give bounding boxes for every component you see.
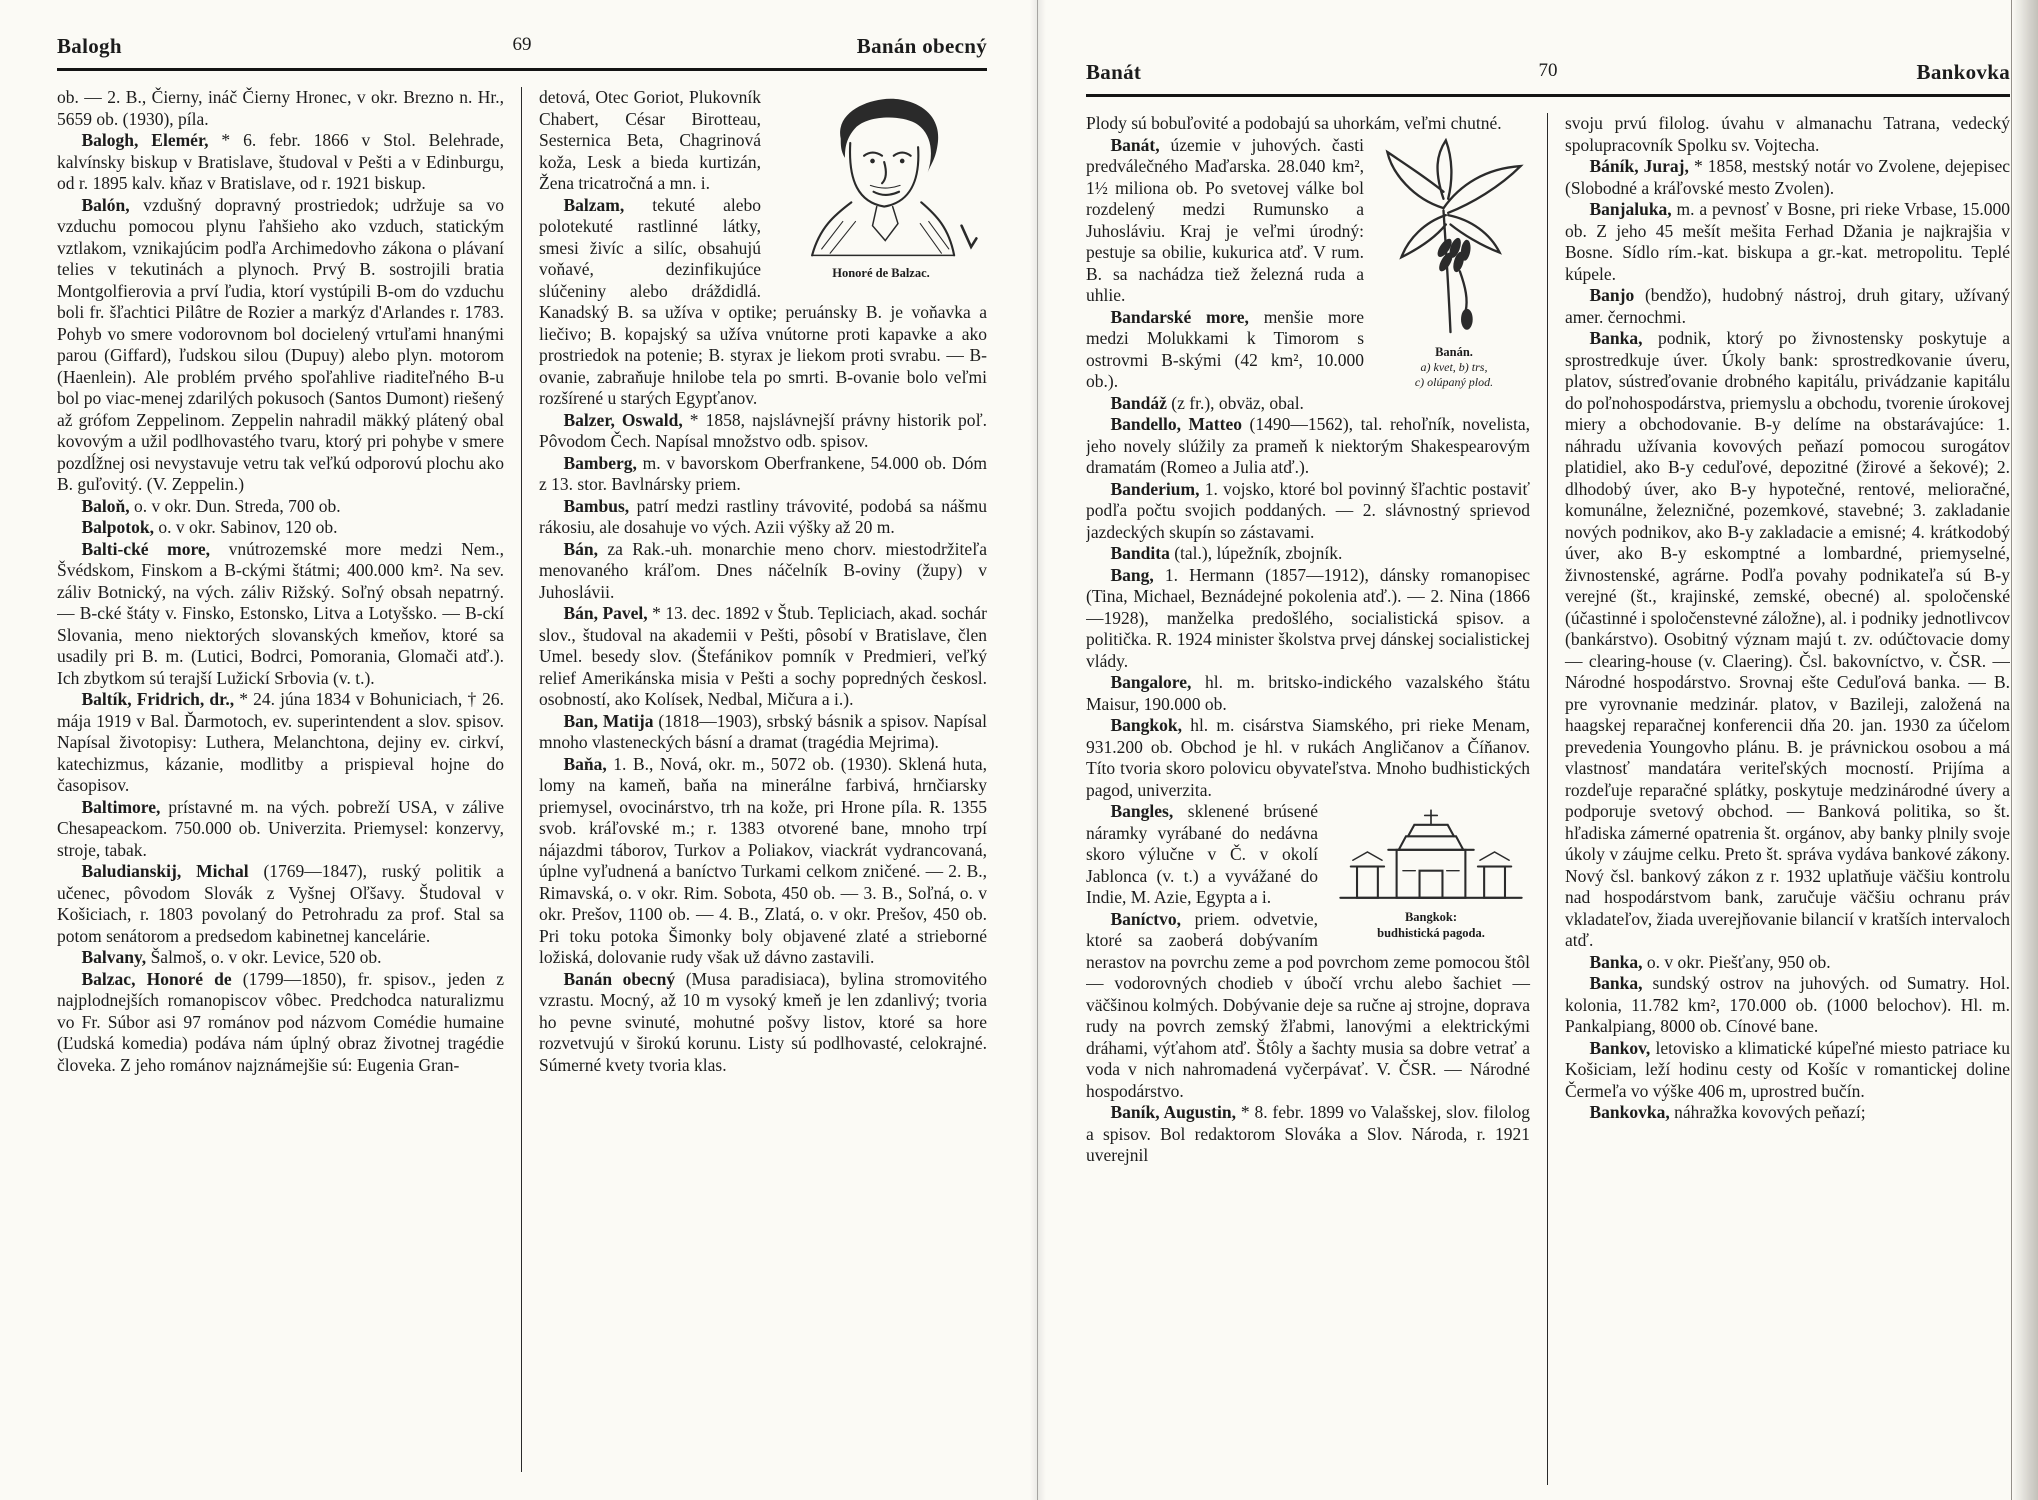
page-69-column-2 — [522, 87, 987, 1472]
entry-ban-pavel-headword: Bán, Pavel, — [563, 603, 648, 623]
entry-bana-headword: Baňa, — [563, 753, 607, 774]
entry-banictvo: Baníctvo, priem. odvetvie, ktoré sa zaoberá dobývaním nerastov na povrchu zeme a pod povrchom zeme pomocou štôl — vodorovných chodieb v úbočí vrchu alebo šachiet — väčšinou kolmých. Dobývanie deje sa ručne aj strojne, doprava rudy na povrch zemský žľabmi, lanovými a elektrickými dráhami, výťahom atď. Štôly a šachty musia sa dobre vetrať a voda v nich nahromadená vyčerpávať. V. ČSR. — Národné hospodárstvo. — [1086, 908, 1530, 1101]
entry-balvany-headword: Balvany, — [81, 947, 147, 967]
entry-banat-headword: Banát, — [1110, 134, 1160, 155]
entry-banik-augustin-headword: Baník, Augustin, — [1110, 1102, 1236, 1122]
entry-bandita: Bandita (tal.), lúpežník, zbojník. — [1110, 543, 1343, 563]
page-70-column-2 — [1548, 113, 2010, 1485]
entry-balti-cke-headword: Balti-cké more, — [81, 538, 211, 559]
running-head-right: Banán obecný — [856, 34, 987, 58]
entry-banik-juraj-headword: Báník, Juraj, — [1589, 156, 1689, 176]
page-69 — [57, 34, 987, 1472]
entry-bana: Baňa, 1. B., Nová, okr. m., 5072 ob. (1930). Sklená huta, lomy na kameň, baňa na minerálne farbivá, hrnčiarsky priemysel, ovocinárstvo, trh na kože, pri Hrone píla. R. 1355 svob. kráľovské m.; r. 1383 otvorené bane, mnoho trpí nájazdmi táborov, Turkov a Poliakov, viackrát vydrancovaná, úplne vyľudnená a baníctvo Turkami celkom zničené. — 2. B., Rimavská, o. v okr. Rim. Sobota, 450 ob. — 3. B., Soľná, o. v okr. Prešov, 1100 ob. — 4. B., Zlatá, o. v okr. Prešov, 450 ob. Pri toku potoka Šimonky boly objavené zlaté a strieborné ložiská, dolovanie rudy však už dávno zastavili. — [539, 753, 987, 967]
entry-bandello-matteo-headword: Bandello, Matteo — [1110, 414, 1242, 434]
entry-balogh-elemer-headword: Balogh, Elemér, — [81, 130, 209, 150]
entry-bangles-headword: Bangles, — [1110, 801, 1174, 821]
entry-continuation: svoju prvú filolog. úvahu v almanachu Tatrana, vedecký spolupracovník Spolku sv. Vojtecha. — [1565, 113, 2010, 155]
page-70 — [1086, 60, 2010, 1485]
entry-banka-headword: Banka, — [1589, 951, 1643, 972]
banana-plant-art — [1378, 138, 1530, 339]
entry-balti-cke: Balti-cké more, vnútrozemské more medzi Nem., Švédskom, Finskom a B-ckými štátmi; 400.000 km². Na sev. záliv Botnický, na vých. záliv Rižský. Soľný obsah nepatrný. — B-cké štáty v. Finsko, Estonsko, Litva a Lotyšsko. — B-ckí Slovania, meno niektorých slovanských kmeňov, ktoré sa usadily pri B. m. (Lutici, Bodrci, Pomorania, Glomači atď.). Ich zbytkom sú terajší Lužickí Srbovia (v. t.). — [57, 538, 504, 688]
entry-banictvo-headword: Baníctvo, — [1110, 908, 1181, 929]
entry-bambus-headword: Bambus, — [563, 495, 630, 516]
entry-banka: Banka, podnik, ktorý po živnostensky poskytuje a sprostredkuje úver. Úkoly bank: sprostredkovanie úveru, platov, sústreďovanie drobného kapitálu, privádzanie kapitálu do poľnohospodárstva, priemyslu a obchodu, tvorenie úrokovej miery a obchodovanie. B-y delíme na obstarávajúce: 1. náhradu užívania kovových peňazí pomocou surogátov platidiel, ako B-y ceduľové, depozitné (žirové a šekové); 2. dlhodobý úver, ako B-y hypotečné, rentové, melioračné, komunálne, železničné, pozemkové, stavebné; 3. zakladanie nových podnikov, ako B-y zakladacie a emisné; 4. krátkodobý úver, ako B-y eskomptné a lombardné, priemyselné, živnostenské, agrárne. Podľa povahy podnikateľa sú B-y verejné (št., krajinské, zemské, obecné) al. spoločenské (účastinné i spoločenstevné záložne), al. i podniky jednotlivcov (bankárstvo). Osobitný význam majú t. zv. odúčtovacie domy — clearing-house (v. Claering). Čsl. bakovníctvo, v. ČSR. — Národné hospodárstvo. Srovnaj ešte Ceduľová banka. — B. pre vyrovnanie medzinár. platov, v Bazileji, založená na haagskej reparačnej konferencii dňa 20. jan. 1930 za účelom prevedenia Youngovho plánu. B. je právnickou osobou a má vlastnosť mandatára veriteľských mocností. Prijíma a rozdeľuje reparačné splátky, poskytuje medzinárodné úvery a podporuje svetový obchod. — Banková politika, so št. hľadiska zámerné opatrenia št. orgánov, aby banky plnily svoje úkoly v záujme celku. Preto št. správa vydáva bankové zákony. Nový čsl. bankový zákon z r. 1932 uplatňuje väčšiu kontrolu nad hospodárstvom bank, zaručuje väčšiu ochranu práv vkladateľov, žiada uverejňovanie bilancií v kratších intervaloch atď. — [1565, 328, 2010, 950]
entry-balogh-elemer: Balogh, Elemér, * 6. febr. 1866 v Stol. Belehrade, kalvínsky biskup v Bratislave, študoval v Pešti a v Edinburgu, od r. 1895 kalv. kňaz v Bratislave, od r. 1921 biskup. — [57, 130, 504, 193]
entry-bandarske-more-headword: Bandarské more, — [1110, 306, 1249, 327]
entry-banka-headword: Banka, — [1589, 973, 1643, 993]
entry-balzac-honore: Balzac, Honoré de (1799—1850), fr. spisov., jeden z najplodnejších romanopiscov vôbec. Predchodca naturalizmu vo Fr. Súbor asi 97 románov pod názvom Comédie humaine (Ľudská komedia) podáva nám úplný obraz životnej tragédie človeka. Z jeho románov najznámejšie sú: Eugenia Gran- — [57, 968, 505, 1075]
entry-ban-pavel: Bán, Pavel, * 13. dec. 1892 v Štub. Tepliciach, akad. sochár slov., študoval na akademii v Pešti, pôsobí v Bratislave, člen Umel. besedy slov. (Štefánikov pomník v Predmieri, veľký relief Amerikánska misia v Pešti a sochy popredných českosl. osobností, ako Kolísek, Nedbal, Mičura a i.). — [539, 603, 987, 709]
entry-banan-obecny-headword: Banán obecný — [563, 968, 676, 989]
entry-bandaz-headword: Bandáž — [1110, 392, 1167, 413]
entry-balpotok: Balpotok, o. v okr. Sabinov, 120 ob. — [81, 517, 338, 537]
entry-balon: Balón, vzdušný dopravný prostriedok; udržuje sa vo vzduchu pomocou plynu ľahšieho ako vzduch, statickým vztlakom, vznikajúcim podľa Archimedovho zákona o plávaní telies v tekutinách a plynoch. Prvý B. sostrojili bratia Montgolfierovia a prví ľudia, ktorí vystúpili B-om do vzduchu boli fr. šľachtici Pilâtre de Rozier a markýz d'Arlandes r. 1783. Pohyb vo smere vodorovnom bol docielený vrtuľami hnanými parou (Giffard), ľudskou silou (Dupuy) alebo plyn. motorom (Haenlein). Ale problém prvého spoľahlive riaditeľného B-u bol po viac-menej zdarilých pokusoch (Santos Dumont) riešený až grófom Zeppelinom. Zeppelin nahradil mäkký plátený obal kovovým a užil podlhovastého tvaru, ktorý pri pohybe v smere pozdĺžnej osi nevystavuje vetru tak veľkú odporovú plochu ako B. guľovitý. (V. Zeppelin.) — [57, 194, 504, 494]
page-70-column-1 — [1086, 113, 1548, 1485]
entry-bangalore-headword: Bangalore, — [1110, 672, 1192, 692]
banana-plant-caption: Banán. a) kvet, b) trs, c) olúpaný plod. — [1414, 344, 1494, 390]
entry-bang-headword: Bang, — [1110, 564, 1154, 585]
entry-baludianskij-michal: Baludianskij, Michal (1769—1847), ruský politik a učenec, pôvodom Slovák z Vyšnej Oľšavy. Študoval v Košiciach, r. 1803 povolaný do Petrohradu za prof. Stal sa potom senátorom a predsedom kabinetnej kancelárie. — [57, 861, 504, 946]
entry-balpotok-headword: Balpotok, — [81, 517, 154, 537]
entry-bandarske-more: Bandarské more, menšie more medzi Molukkami k Timorom s ostrovmi B-skými (42 km², 10.000 ob.). — [1086, 306, 1365, 391]
balzac-portrait-caption: Honoré de Balzac. — [832, 265, 930, 280]
running-head-left: Banát — [1086, 60, 1142, 84]
entry-bankovka-headword: Bankovka, — [1589, 1102, 1670, 1122]
bangkok-pagoda — [1332, 804, 1530, 942]
entry-ban: Bán, za Rak.-uh. monarchie meno chorv. miestodržiteľa menovaného kráľom. Dnes náčelník B-oviny (župy) v Juhoslávii. — [539, 538, 987, 602]
entry-bangalore: Bangalore, hl. m. britsko-indického vazalského štátu Maisur, 190.000 ob. — [1086, 672, 1530, 714]
entry-bangles: Bangles, sklenené brúsené náramky vyrábané do nedávna skoro výlučne v Č. v okolí Jablonca (v. t.) a vyvážané do Indie, M. Azie, Egypta a i. — [1086, 801, 1318, 907]
entry-bandaz: Bandáž (z fr.), obväz, obal. — [1110, 392, 1304, 413]
entry-baludianskij-michal-headword: Baludianskij, Michal — [81, 861, 249, 881]
entry-balvany: Balvany, Šalmoš, o. v okr. Levice, 520 ob. — [81, 947, 382, 967]
balzac-portrait-art — [775, 90, 987, 260]
entry-bandita-headword: Bandita — [1110, 543, 1170, 563]
bangkok-pagoda-caption: Bangkok: budhistická pagoda. — [1377, 910, 1485, 941]
entry-banjaluka-headword: Banjaluka, — [1589, 199, 1672, 219]
entry-continuation: Plody sú bobuľovité a podobajú sa uhorkám, veľmi chutné. — [1086, 113, 1502, 133]
entry-bankovka: Bankovka, náhražka kovových peňazí; — [1589, 1102, 1866, 1122]
page-69-column-1 — [57, 87, 522, 1472]
entry-balon-headword: Baloň, — [81, 495, 130, 516]
entry-banka-headword: Banka, — [1589, 328, 1643, 348]
entry-banka: Banka, sundský ostrov na juhových. od Sumatry. Hol. kolonia, 11.782 km², 170.000 ob. (1000 belochov). Hl. m. Pankalpiang, 8000 ob. Cínové bane. — [1565, 973, 2010, 1036]
entry-balon: Baloň, o. v okr. Dun. Streda, 700 ob. — [81, 495, 341, 516]
entry-banjo: Banjo (bendžo), hudobný nástroj, druh gitary, užívaný amer. černochmi. — [1565, 285, 2010, 327]
entry-balzer-oswald: Balzer, Oswald, * 1858, najslávnejší právny historik poľ. Pôvodom Čech. Napísal množstvo odb. spisov. — [539, 409, 987, 451]
page-70-columns — [1086, 113, 2010, 1485]
entry-bangkok-headword: Bangkok, — [1110, 715, 1182, 735]
page-number-70: 70 — [1538, 60, 1558, 81]
entry-banik-augustin: Baník, Augustin, * 8. febr. 1899 vo Valašskej, slov. filolog a spisov. Bol redaktorom Slováka a Slov. Národa, r. 1921 uverejnil — [1086, 1102, 1531, 1165]
entry-banderium: Banderium, 1. vojsko, ktoré bol povinný šľachtic postaviť podľa počtu svojich poddaných. — 2. slávnostný sprievod jazdeckých skupín so zástavami. — [1086, 478, 1530, 542]
bangkok-pagoda-art — [1332, 804, 1530, 904]
balzac-portrait-illustration — [775, 90, 987, 260]
page-gutter-divider — [1037, 0, 1038, 1500]
entry-baltimore: Baltimore, prístavné m. na vých. pobreží USA, v zálive Chesapeackom. 750.000 ob. Univerzita. Priemysel: konzervy, stroje, tabak. — [57, 796, 504, 860]
entry-continuation: ob. — 2. B., Čierny, ináč Čierny Hronec, v okr. Brezno n. Hr., 5659 ob. (1930), píla. — [57, 87, 504, 129]
running-head-right: Bankovka — [1916, 60, 2010, 84]
entry-balzam: Balzam, tekuté alebo polotekuté rastlinné látky, smesi živíc a silíc, obsahujú voňavé, dezinfikujúce slúčeniny alebo dráždidlá. Kanadský B. sa užíva v optike; peruánsky B. je voňavka a liečivo; B. kopajský sa užíva vnútorne proti kapavke a ako prostriedok na potenie; B. styrax je liekom proti svrabu. — B-ovanie, zabraňuje hnilobe tela po smrti. B-ovanie bolo veľmi rozšírené u starých Egypťanov. — [539, 194, 987, 408]
balzac-portrait — [775, 90, 987, 281]
entry-ban-matija: Ban, Matija (1818—1903), srbský básnik a spisov. Napísal mnoho vlasteneckých básní a dramat (tragédia Mejrima). — [539, 710, 987, 752]
entry-banjaluka: Banjaluka, m. a pevnosť v Bosne, pri rieke Vrbase, 15.000 ob. Z jeho 45 mešít mešita Ferhad Džania je najkrajšia v Bosne. Sídlo rím.-kat. biskupa a gr.-kat. metropolitu. Teplé kúpele. — [1565, 199, 2010, 284]
bangkok-pagoda-illustration — [1332, 804, 1530, 904]
entry-bamberg: Bamberg, m. v bavorskom Oberfrankene, 54.000 ob. Dóm z 13. stor. Bavlnársky priem. — [539, 452, 987, 494]
entry-bamberg-headword: Bamberg, — [563, 452, 637, 473]
entry-banik-juraj: Báník, Juraj, * 1858, mestský notár vo Zvolene, dejepisec (Slobodné a kráľovské mesto Zvolen). — [1565, 156, 2010, 198]
entry-bambus: Bambus, patrí medzi rastliny trávovité, podobá sa nášmu rákosiu, ale dosahuje vo vých. Azii výšky až 20 m. — [539, 495, 987, 537]
entry-banan-obecny: Banán obecný (Musa paradisiaca), bylina stromovitého vzrastu. Mocný, až 10 m vysoký kmeň je len zdanlivý; tvoria ho pevne svinuté, mohutné pošvy listov, ktoré sa hore rozvetvujú v širokú korunu. Listy sú podlhovasté, celokrajné. Súmerné kvety tvoria klas. — [539, 968, 987, 1075]
entry-banat: Banát, územie v juhových. časti predválečného Maďarska. 28.040 km², 1½ miliona ob. Po svetovej válke bol rozdelený medzi Rumunsko a Juhosláviu. Kraj je veľmi úrodný: pestuje sa obilie, kukurica atď. V rum. B. sa nachádza tiež železná ruda a uhlie. — [1086, 134, 1364, 305]
entry-continuation: detová, Otec Goriot, Plukovník Chabert, César Birotteau, Sesternica Beta, Chagrinová koža, Lesk a bieda kurtizán, Žena tricatročná a mn. i. — [539, 87, 761, 193]
page-gutter-shadow — [1030, 0, 1046, 1500]
banana-plant-illustration — [1378, 138, 1530, 339]
running-head-left: Balogh — [57, 34, 122, 58]
entry-ban-headword: Bán, — [563, 538, 599, 559]
entry-ban-matija-headword: Ban, Matija — [563, 710, 654, 731]
entry-balzer-oswald-headword: Balzer, Oswald, — [563, 409, 683, 430]
entry-bangkok: Bangkok, hl. m. cisárstva Siamského, pri rieke Menam, 931.200 ob. Obchod je hl. v rukách Angličanov a Číňanov. Títo tvoria skoro polovicu obyvateľstva. Mnoho budhistických pagod, univerzita. — [1086, 715, 1530, 800]
page-69-columns — [57, 87, 987, 1472]
entry-baltik-fridrich-headword: Baltík, Fridrich, dr., — [81, 689, 235, 709]
entry-balzac-honore-headword: Balzac, Honoré de — [81, 968, 232, 989]
entry-bankov: Bankov, letovisko a klimatické kúpeľné miesto patriace ku Košiciam, leží hodinu cesty od Košíc v romantickej doline Čermeľa vo výške 406 m, uprostred bučín. — [1565, 1037, 2010, 1101]
entry-banjo-headword: Banjo — [1589, 285, 1635, 305]
entry-baltik-fridrich: Baltík, Fridrich, dr., * 24. júna 1834 v Bohuniciach, † 26. mája 1919 v Bal. Ďarmotoch, ev. superintendent a slov. spisov. Napísal životopisy: Luthera, Melanchtona, dejiny ev. cirkví, katechizmus, kázanie, modlitby a prispieval hojne do časopisov. — [57, 689, 504, 795]
entry-bandello-matteo: Bandello, Matteo (1490—1562), tal. rehoľník, novelista, jeho novely slúžily za prameň k niektorým Shakespearovým dramatám (Romeo a Julia atď.). — [1086, 414, 1530, 477]
page-70-header — [1086, 60, 2010, 97]
entry-bankov-headword: Bankov, — [1589, 1037, 1651, 1058]
entry-balzam-headword: Balzam, — [563, 194, 625, 215]
banana-plant — [1378, 138, 1530, 392]
entry-balon-headword: Balón, — [81, 194, 130, 215]
entry-banderium-headword: Banderium, — [1110, 478, 1200, 499]
entry-bang: Bang, 1. Hermann (1857—1912), dánsky romanopisec (Tina, Michael, Beznádejné pokolenia atď.). — 2. Nina (1866—1928), manželka predošlého, socialistická spisov. a politička. R. 1924 minister školstva prvej dánskej socialistickej vlády. — [1086, 564, 1530, 671]
entry-banka: Banka, o. v okr. Piešťany, 950 ob. — [1589, 951, 1831, 972]
entry-baltimore-headword: Baltimore, — [81, 796, 161, 817]
book-edge — [2011, 0, 2038, 1500]
page-69-header — [57, 34, 987, 71]
page-number-69: 69 — [512, 34, 532, 55]
